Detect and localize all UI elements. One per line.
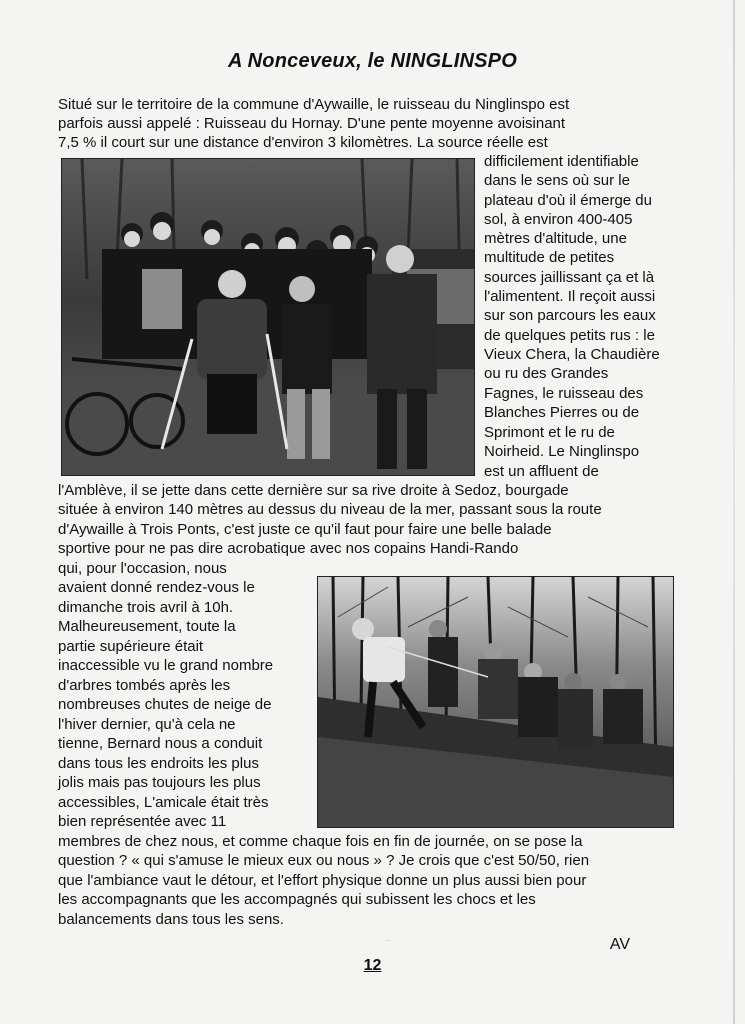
- text-line: dans tous les endroits les plus: [58, 755, 259, 772]
- text-line: que l'ambiance vaut le détour, et l'effort physique donne un plus aussi bien pour: [58, 872, 587, 889]
- text-line: Blanches Pierres ou de: [484, 404, 640, 421]
- text-line: sol, à environ 400-405: [484, 211, 633, 228]
- text-line: Situé sur le territoire de la commune d'Aywaille, le ruisseau du Ninglinspo est: [58, 96, 570, 113]
- forest-hike-photo: [317, 576, 674, 828]
- text-line: qui, pour l'occasion, nous: [58, 560, 227, 577]
- text-line: parfois aussi appelé : Ruisseau du Hornay. D'une pente moyenne avoisinant: [58, 115, 566, 132]
- text-line: dimanche trois avril à 10h.: [58, 599, 234, 616]
- text-line: plateau d'où il émerge du: [484, 192, 652, 209]
- text-line: Sprimont et le ru de: [484, 424, 615, 441]
- text-line: sources jaillissant ça et là: [484, 269, 655, 286]
- text-line: Vieux Chera, la Chaudière: [484, 346, 660, 363]
- text-line: de quelques petits rus : le: [484, 327, 655, 344]
- bleed-through-mark: ~: [384, 934, 392, 948]
- group-photo: [61, 158, 475, 476]
- author-signature: AV: [609, 936, 630, 953]
- text-line: partie supérieure était: [58, 638, 204, 655]
- text-line: difficilement identifiable: [484, 153, 639, 170]
- page-edge: [733, 0, 735, 1024]
- text-line: les accompagnants que les accompagnés qui subissent les chocs et les: [58, 891, 536, 908]
- text-line: nombreuses chutes de neige de: [58, 696, 272, 713]
- page-number: 12: [363, 957, 382, 974]
- text-line: accessibles, L'amicale était très: [58, 794, 269, 811]
- text-line: sportive pour ne pas dire acrobatique avec nos copains Handi-Rando: [58, 540, 519, 557]
- text-line: Malheureusement, toute la: [58, 618, 236, 635]
- text-line: tienne, Bernard nous a conduit: [58, 735, 263, 752]
- text-line: multitude de petites: [484, 249, 615, 266]
- text-line: dans le sens où sur le: [484, 172, 630, 189]
- text-line: ou ru des Grandes: [484, 365, 609, 382]
- text-line: l'Amblève, il se jette dans cette dernière sur sa rive droite à Sedoz, bourgade: [58, 482, 569, 499]
- text-line: question ? « qui s'amuse le mieux eux ou nous » ? Je crois que c'est 50/50, rien: [58, 852, 590, 869]
- text-line: est un affluent de: [484, 463, 599, 480]
- text-line: sur son parcours les eaux: [484, 307, 656, 324]
- text-line: inaccessible vu le grand nombre: [58, 657, 274, 674]
- text-line: avaient donné rendez-vous le: [58, 579, 255, 596]
- text-line: 7,5 % il court sur une distance d'environ 3 kilomètres. La source réelle est: [58, 134, 548, 151]
- text-line: Noirheid. Le Ninglinspo: [484, 443, 640, 460]
- text-line: l'hiver dernier, qu'à cela ne: [58, 716, 236, 733]
- text-line: l'alimentent. Il reçoit aussi: [484, 288, 656, 305]
- text-line: Fagnes, le ruisseau des: [484, 385, 644, 402]
- text-line: d'arbres tombés après les: [58, 677, 231, 694]
- page-title: A Nonceveux, le NINGLINSPO: [228, 50, 517, 72]
- text-line: bien représentée avec 11: [58, 813, 227, 830]
- text-line: d'Aywaille à Trois Ponts, c'est juste ce qu'il faut pour faire une belle balade: [58, 521, 552, 538]
- text-line: située à environ 140 mètres au dessus du niveau de la mer, passant sous la route: [58, 501, 602, 518]
- text-line: membres de chez nous, et comme chaque fois en fin de journée, on se pose la: [58, 833, 583, 850]
- text-line: mètres d'altitude, une: [484, 230, 627, 247]
- text-line: jolis mais pas toujours les plus: [58, 774, 261, 791]
- text-line: balancements dans tous les sens.: [58, 911, 284, 928]
